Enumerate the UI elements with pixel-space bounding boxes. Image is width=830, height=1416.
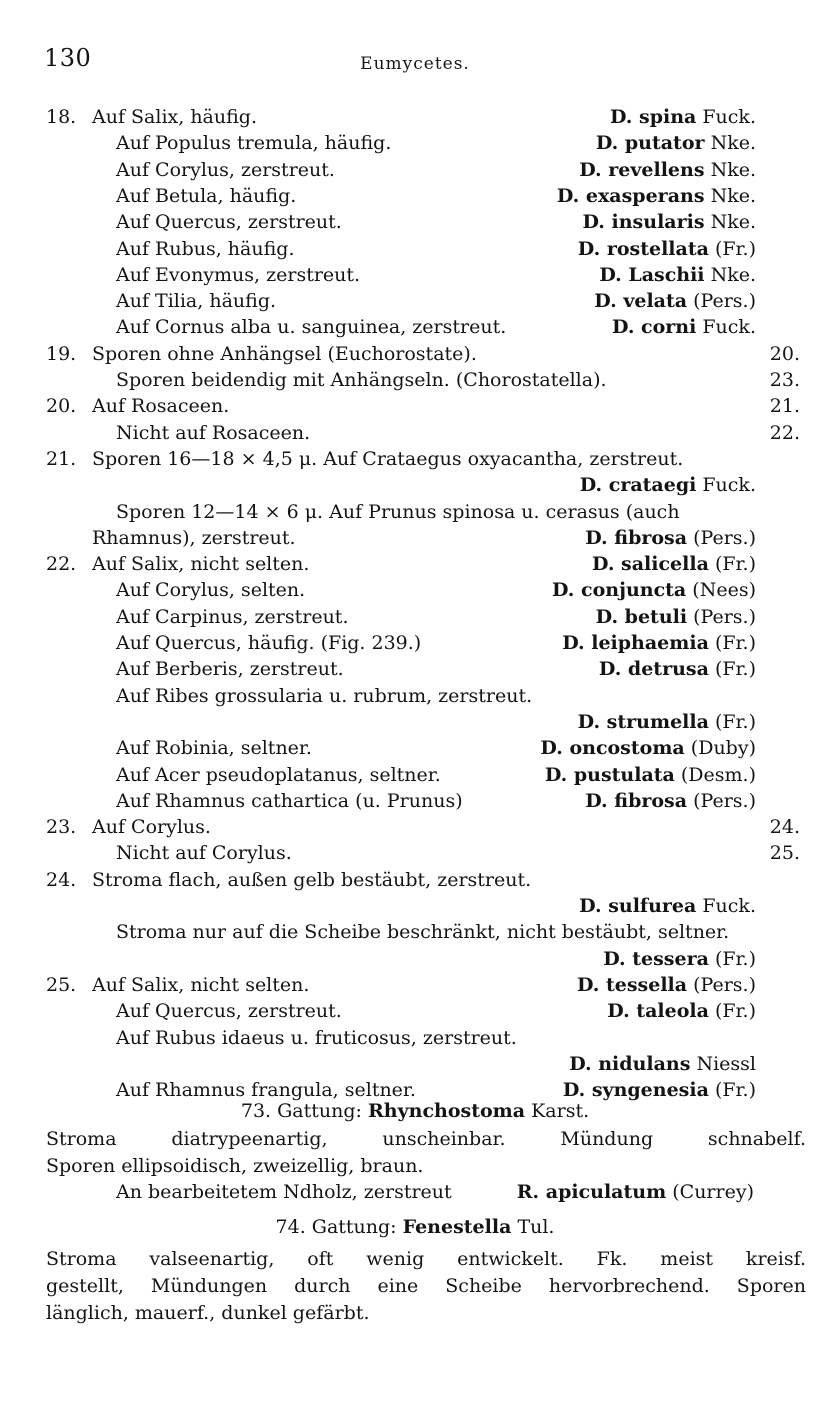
key-line [0, 762, 830, 788]
key-line [0, 446, 830, 472]
taxon-author: Nke. [710, 132, 756, 155]
key-text: Rhamnus), zerstreut. [92, 526, 296, 549]
key-text: Auf Berberis, zerstreut. [116, 658, 344, 681]
key-line [0, 420, 830, 446]
taxon-name: D. tessella (Pers.) [576, 973, 756, 996]
genus-73-name: Rhynchostoma [367, 1100, 526, 1122]
key-reference: 22. [769, 421, 800, 444]
key-number: 25. [46, 973, 77, 996]
key-text: Auf Populus tremula, häufig. [116, 132, 392, 155]
key-line [0, 314, 830, 340]
taxon-author: Niessl [696, 1052, 756, 1075]
taxon-author: (Nees) [692, 579, 756, 602]
key-text: Stroma flach, außen gelb bestäubt, zerstreut. [92, 868, 532, 891]
key-line [0, 577, 830, 603]
taxon-author: (Fr.) [714, 947, 756, 970]
key-line [0, 630, 830, 656]
taxon-name: D. nidulans Niessl [569, 1052, 756, 1075]
taxon-name: D. strumella (Fr.) [577, 710, 756, 733]
key-line [0, 499, 830, 525]
key-line [0, 893, 830, 919]
taxon-name: D. corni Fuck. [612, 316, 756, 339]
key-text: Auf Ribes grossularia u. rubrum, zerstreut. [116, 684, 533, 707]
taxon-name: D. tessera (Fr.) [603, 947, 756, 970]
taxon-author: Fuck. [702, 106, 756, 128]
key-line [0, 341, 830, 367]
taxon-name: D. oncostoma (Duby) [540, 737, 756, 760]
key-text: Auf Cornus alba u. sanguinea, zerstreut. [116, 316, 507, 339]
taxon-author: (Fr.) [714, 237, 756, 260]
key-text: Auf Evonymus, zerstreut. [116, 263, 361, 286]
genus-73-species: An bearbeitetem Ndholz, zerstreut R. apiculatum (Currey) [116, 1181, 754, 1203]
key-reference: 20. [769, 342, 800, 365]
key-line [0, 1051, 830, 1077]
genus-74-heading: 74. Gattung: Fenestella Tul. [275, 1216, 555, 1238]
key-text: Auf Rubus, häufig. [116, 237, 295, 260]
taxon-author: (Pers.) [693, 789, 756, 812]
key-line [0, 183, 830, 209]
key-line [0, 1025, 830, 1051]
key-line [0, 104, 830, 130]
key-number: 18. [46, 106, 77, 128]
key-text: Auf Carpinus, zerstreut. [116, 605, 349, 628]
key-line [0, 367, 830, 393]
key-line [0, 525, 830, 551]
genus-74-name: Fenestella [402, 1216, 512, 1238]
taxon-author: Fuck. [702, 316, 756, 339]
key-line [0, 735, 830, 761]
key-text: Sporen 16—18 × 4,5 μ. Auf Crataegus oxyacantha, zerstreut. [92, 447, 684, 470]
key-reference: 24. [769, 816, 800, 839]
genus-74-description: Stroma valseenartig, oft wenig entwickelt. Fk. meist kreisf. gestellt, Mündungen durch eine Scheibe hervorbrechend. Sporen länglich, mauerf., dunkel gefärbt. [46, 1248, 806, 1324]
key-text: Sporen beidendig mit Anhängseln. (Chorostatella). [116, 369, 607, 391]
key-line [0, 814, 830, 840]
taxon-author: (Fr.) [714, 1079, 756, 1102]
page-number: 130 [44, 44, 92, 72]
key-number: 22. [46, 553, 77, 576]
key-line [0, 683, 830, 709]
taxon-author: (Fr.) [714, 658, 756, 681]
taxon-name: D. revellens Nke. [579, 158, 756, 181]
taxon-name: D. fibrosa (Pers.) [585, 526, 756, 549]
key-text: Auf Salix, nicht selten. [92, 553, 310, 576]
genus-73-heading: 73. Gattung: Rhynchostoma Karst. [240, 1100, 590, 1122]
taxon-name: D. Laschii Nke. [599, 263, 756, 286]
taxon-name: D. rostellata (Fr.) [577, 237, 756, 260]
key-text: Auf Betula, häufig. [116, 184, 297, 207]
taxon-author: (Pers.) [693, 526, 756, 549]
taxon-author: (Duby) [690, 737, 756, 760]
taxon-name: D. crataegi Fuck. [579, 474, 756, 497]
key-line [0, 946, 830, 972]
taxon-author: Nke. [710, 211, 756, 234]
key-number: 24. [46, 868, 77, 891]
key-text: Sporen 12—14 × 6 μ. Auf Prunus spinosa u. cerasus (auch [116, 500, 680, 523]
taxon-author: (Desm.) [680, 763, 756, 786]
taxon-author: (Fr.) [714, 553, 756, 576]
key-line [0, 393, 830, 419]
key-line [0, 998, 830, 1024]
taxon-author: Nke. [710, 184, 756, 207]
taxon-author: Nke. [710, 158, 756, 181]
key-line [0, 604, 830, 630]
taxon-author: Nke. [710, 263, 756, 286]
key-text: Auf Corylus. [92, 816, 211, 839]
key-reference: 21. [769, 395, 800, 418]
key-text: Auf Corylus, selten. [116, 579, 306, 602]
taxon-name: D. syngenesia (Fr.) [562, 1079, 756, 1102]
taxon-name: D. conjuncta (Nees) [552, 579, 756, 602]
taxon-name: D. putator Nke. [595, 132, 756, 155]
key-line [0, 656, 830, 682]
taxon-name: D. spina Fuck. [609, 106, 756, 128]
key-line [0, 788, 830, 814]
key-line [0, 867, 830, 893]
key-line [0, 236, 830, 262]
taxon-name: D. pustulata (Desm.) [544, 763, 756, 786]
taxon-author: (Pers.) [693, 290, 756, 313]
taxon-author: (Fr.) [714, 632, 756, 654]
key-text: Auf Quercus, zerstreut. [116, 1000, 342, 1023]
key-line [0, 157, 830, 183]
key-text: Auf Rhamnus frangula, seltner. [116, 1079, 416, 1102]
key-text: Auf Corylus, zerstreut. [116, 158, 335, 181]
key-text: Auf Quercus, häufig. (Fig. 239.) [116, 632, 422, 654]
taxon-author: Fuck. [702, 895, 756, 917]
taxon-name: D. velata (Pers.) [594, 290, 756, 313]
key-number: 23. [46, 816, 77, 839]
key-number: 20. [46, 395, 77, 418]
key-text: Sporen ohne Anhängsel (Euchorostate). [92, 342, 477, 365]
genus-73-description: Stroma diatrypeenartig, unscheinbar. Mündung schnabelf. Sporen ellipsoidisch, zweizellig, braun. [46, 1128, 806, 1177]
running-title: Eumycetes. [360, 54, 470, 74]
key-number: 21. [46, 447, 77, 470]
key-text: Auf Rosaceen. [92, 395, 230, 418]
key-text: Auf Robinia, seltner. [116, 737, 312, 760]
taxon-author: (Fr.) [714, 1000, 756, 1023]
taxon-author: (Fr.) [714, 710, 756, 733]
key-text: Auf Tilia, häufig. [116, 290, 277, 313]
key-line [0, 919, 830, 945]
key-line [0, 551, 830, 577]
key-text: Auf Rhamnus cathartica (u. Prunus) [116, 789, 463, 812]
key-reference: 23. [769, 369, 800, 391]
taxon-name: D. taleola (Fr.) [607, 1000, 756, 1023]
key-line [0, 288, 830, 314]
key-reference: 25. [769, 842, 800, 865]
key-line [0, 972, 830, 998]
key-line [0, 130, 830, 156]
taxon-name: D. fibrosa (Pers.) [585, 789, 756, 812]
taxon-author: Fuck. [702, 474, 756, 497]
key-text: Auf Quercus, zerstreut. [116, 211, 342, 234]
key-line [0, 209, 830, 235]
key-text: Auf Salix, häufig. [92, 106, 257, 128]
key-text: Auf Rubus idaeus u. fruticosus, zerstreut. [116, 1026, 517, 1049]
key-text: Auf Acer pseudoplatanus, seltner. [116, 763, 441, 786]
taxon-name: D. insularis Nke. [582, 211, 756, 234]
taxon-name: D. exasperans Nke. [556, 184, 756, 207]
taxon-author: (Pers.) [693, 973, 756, 996]
key-line [0, 472, 830, 498]
key-line [0, 709, 830, 735]
taxon-name: D. sulfurea Fuck. [579, 895, 756, 917]
key-text: Stroma nur auf die Scheibe beschränkt, nicht bestäubt, seltner. [116, 921, 730, 944]
key-text: Nicht auf Corylus. [116, 842, 292, 865]
taxon-name: D. leiphaemia (Fr.) [562, 632, 756, 654]
key-text: Nicht auf Rosaceen. [116, 421, 311, 444]
taxon-name: D. betuli (Pers.) [595, 605, 756, 628]
key-line [0, 840, 830, 866]
key-line [0, 262, 830, 288]
key-number: 19. [46, 342, 77, 365]
taxon-author: (Pers.) [693, 605, 756, 628]
key-text: Auf Salix, nicht selten. [92, 973, 310, 996]
taxon-name: D. detrusa (Fr.) [598, 658, 756, 681]
taxon-name: D. salicella (Fr.) [592, 553, 756, 576]
